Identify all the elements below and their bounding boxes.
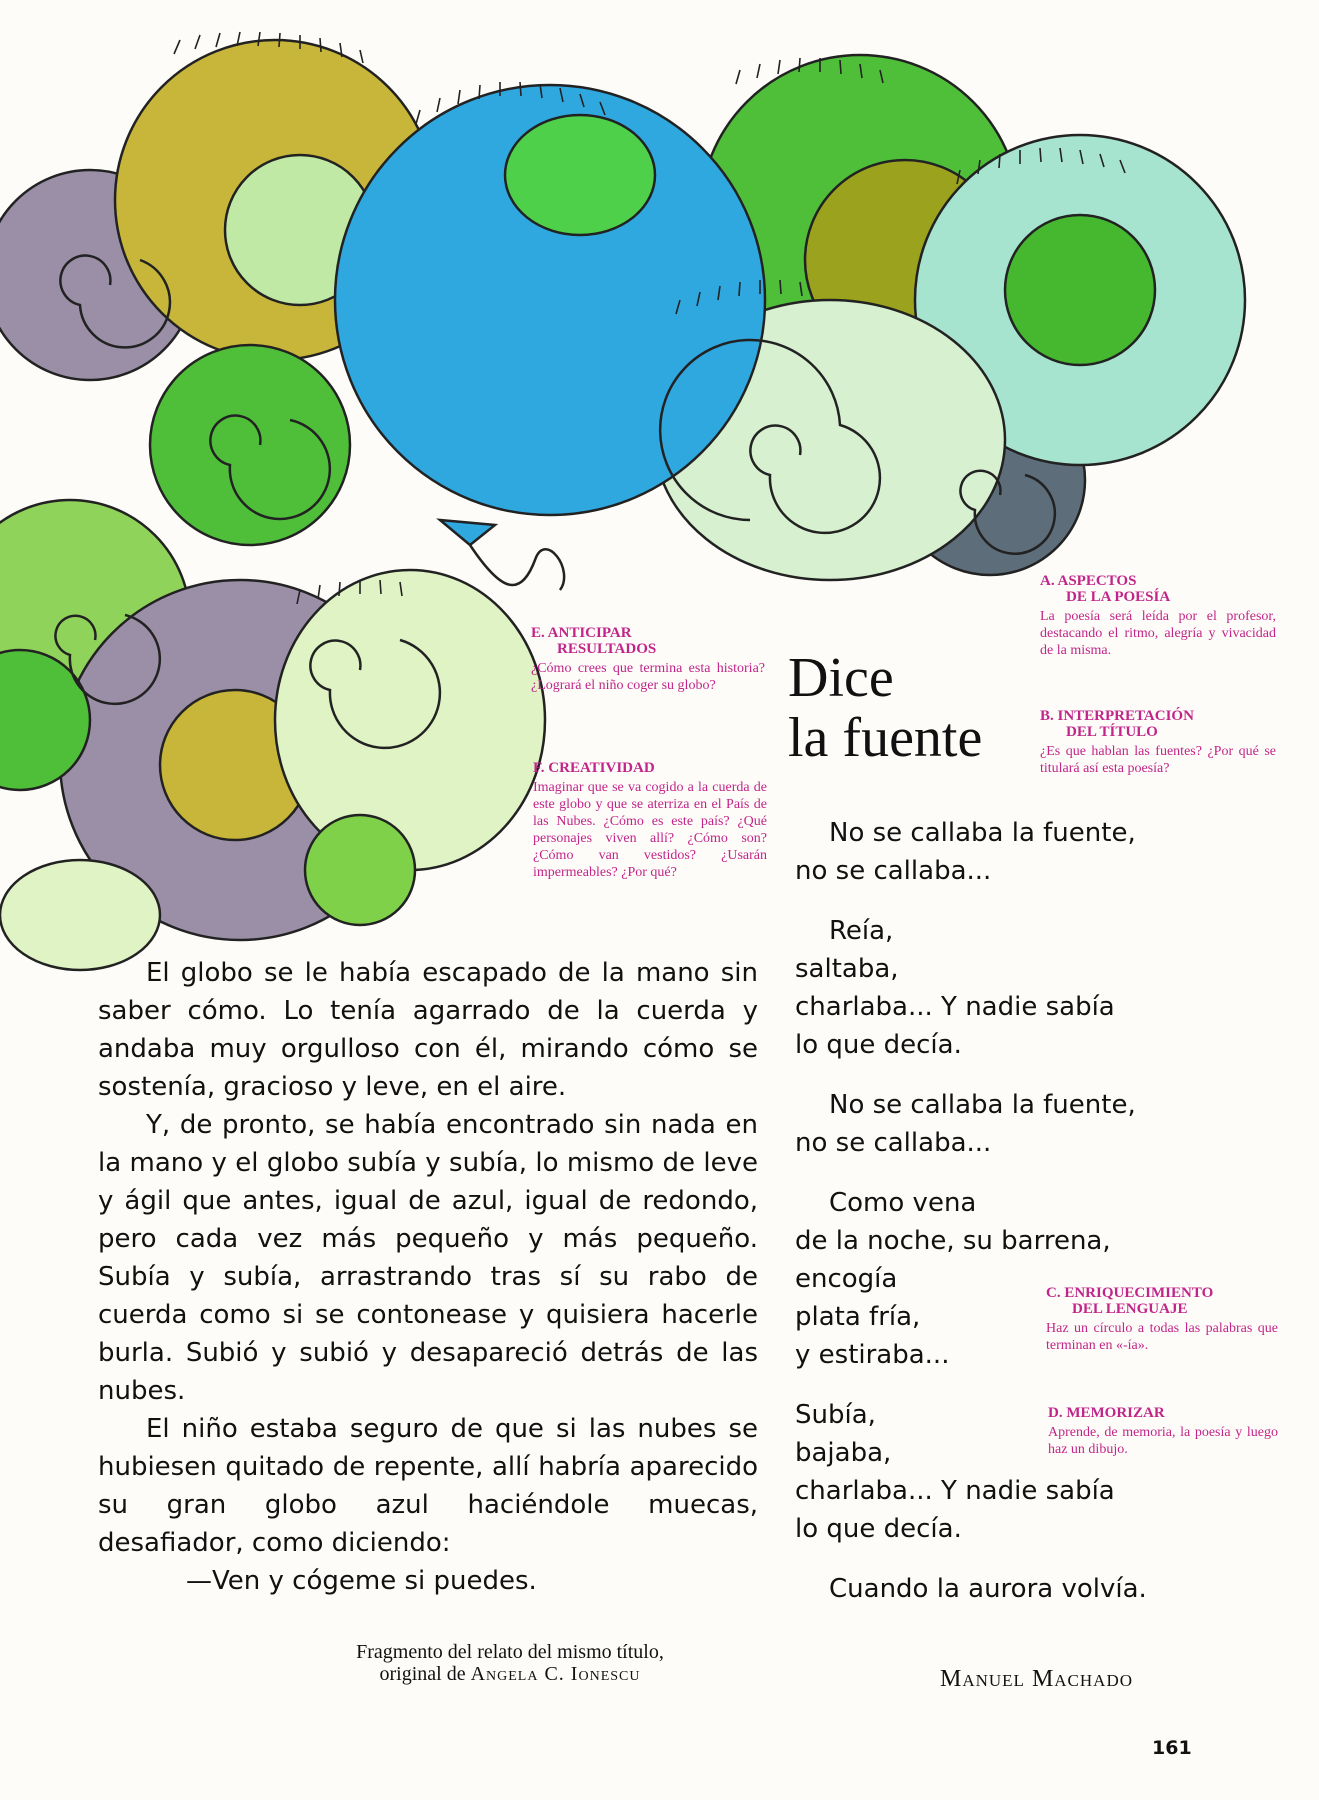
- poem-line: Cuando la aurora volvía.: [829, 1574, 1147, 1604]
- activity-c-heading: C. ENRIQUECIMIENTO: [1046, 1285, 1214, 1301]
- activity-c-heading-2: DEL LENGUAJE: [1072, 1301, 1188, 1317]
- poem-line: no se callaba...: [795, 1128, 992, 1158]
- poem-line: y estiraba...: [795, 1340, 950, 1370]
- poem-body: [795, 814, 1147, 1608]
- poem-line: No se callaba la fuente,: [829, 1090, 1136, 1120]
- activity-e-heading: E. ANTICIPAR: [531, 625, 632, 641]
- activity-a-heading-2: DE LA POESÍA: [1066, 589, 1171, 605]
- poem-line: No se callaba la fuente,: [829, 818, 1136, 848]
- activity-d-text: Aprende, de memoria, la poesía y luego haz un dibujo.: [1048, 1425, 1278, 1457]
- activity-f: [533, 760, 767, 881]
- poem-title-line-2: la fuente: [788, 707, 983, 769]
- activity-c-text: Haz un círculo a todas las palabras que terminan en «-ía».: [1046, 1321, 1278, 1353]
- poem-line: Como vena: [829, 1188, 977, 1218]
- activity-b-heading-2: DEL TÍTULO: [1066, 724, 1158, 740]
- balloon-string: [470, 545, 564, 590]
- prose-paragraph-1: El globo se le había escapado de la mano sin saber cómo. Lo tenía agarrado de la cuerda y andaba muy orgulloso con él, mirando cómo se sostenía, gracioso y leve, en el aire.: [98, 958, 758, 1102]
- activity-b-text: ¿Es que hablan las fuentes? ¿Por qué se titulará así esta poesía?: [1040, 744, 1276, 776]
- balloon-knot: [440, 520, 495, 545]
- prose-credit-line-2: [250, 1663, 770, 1685]
- activity-b: [1040, 708, 1276, 777]
- poem-line: lo que decía.: [795, 1514, 962, 1544]
- prose-credit: [250, 1641, 770, 1685]
- poem-line: de la noche, su barrena,: [795, 1226, 1111, 1256]
- activity-f-text: Imaginar que se va cogido a la cuerda de este globo y que se aterriza en el País de las Nubes. ¿Cómo es este país? ¿Qué personajes viven allí? ¿Cómo son? ¿Cómo van vestidos? ¿Usarán impermeables? ¿Por qué?: [533, 780, 767, 880]
- prose-credit-prefix: original de: [379, 1663, 466, 1685]
- prose-paragraph-2: Y, de pronto, se había encontrado sin nada en la mano y el globo subía y subía, lo mismo de leve y ágil que antes, igual de azul, igual de redondo, pero cada vez más pequeño y más pequeño. Subía y subía, arrastrando tras sí su rabo de cuerda como si se contonease y quisiera hacerle burla. Subió y subió y desapareció detrás de las nubes.: [98, 1110, 758, 1406]
- prose-paragraph-3: El niño estaba seguro de que si las nubes se hubiesen quitado de repente, allí habría aparecido su gran globo azul haciéndole muecas, desafiador, como diciendo:: [98, 1414, 758, 1558]
- activity-a-text: La poesía será leída por el profesor, destacando el ritmo, alegría y vivacidad de la misma.: [1040, 609, 1276, 658]
- activity-e: [531, 625, 765, 694]
- poem-line: Reía,: [829, 916, 894, 946]
- activity-f-heading: F. CREATIVIDAD: [533, 760, 655, 776]
- activity-d-heading: D. MEMORIZAR: [1048, 1405, 1165, 1421]
- activity-b-heading: B. INTERPRETACIÓN: [1040, 708, 1194, 724]
- poem-line: lo que decía.: [795, 1030, 962, 1060]
- prose-fragment: [98, 954, 758, 1600]
- green-cloud-small-lower: [305, 815, 415, 925]
- activity-e-heading-2: RESULTADOS: [557, 641, 657, 657]
- green-spot-mint-cloud: [1005, 215, 1155, 365]
- prose-credit-line-1: Fragmento del relato del mismo título,: [356, 1641, 664, 1663]
- prose-dialog-line: —Ven y cógeme si puedes.: [186, 1566, 537, 1596]
- poem-line: charlaba... Y nadie sabía: [795, 992, 1115, 1022]
- poem-line: saltaba,: [795, 954, 899, 984]
- poem-author: Manuel Machado: [940, 1666, 1134, 1692]
- activity-a: [1040, 573, 1276, 659]
- activity-e-text: ¿Cómo crees que termina esta historia? ¿Logrará el niño coger su globo?: [531, 661, 765, 693]
- page-number: 161: [1152, 1737, 1192, 1759]
- poem-title: [788, 648, 982, 768]
- green-cloud-middle: [150, 345, 350, 545]
- balloon-highlight: [505, 115, 655, 235]
- prose-credit-author: Angela C. Ionescu: [470, 1663, 641, 1685]
- poem-line: encogía: [795, 1264, 898, 1294]
- poem-line: Subía,: [795, 1400, 876, 1430]
- poem-line: no se callaba...: [795, 856, 992, 886]
- poem-line: charlaba... Y nadie sabía: [795, 1476, 1115, 1506]
- pale-snail-cloud: [275, 570, 545, 870]
- activity-a-heading: A. ASPECTOS: [1040, 573, 1137, 589]
- poem-line: bajaba,: [795, 1438, 892, 1468]
- poem-line: plata fría,: [795, 1302, 921, 1332]
- poem-title-line-1: Dice: [788, 647, 894, 709]
